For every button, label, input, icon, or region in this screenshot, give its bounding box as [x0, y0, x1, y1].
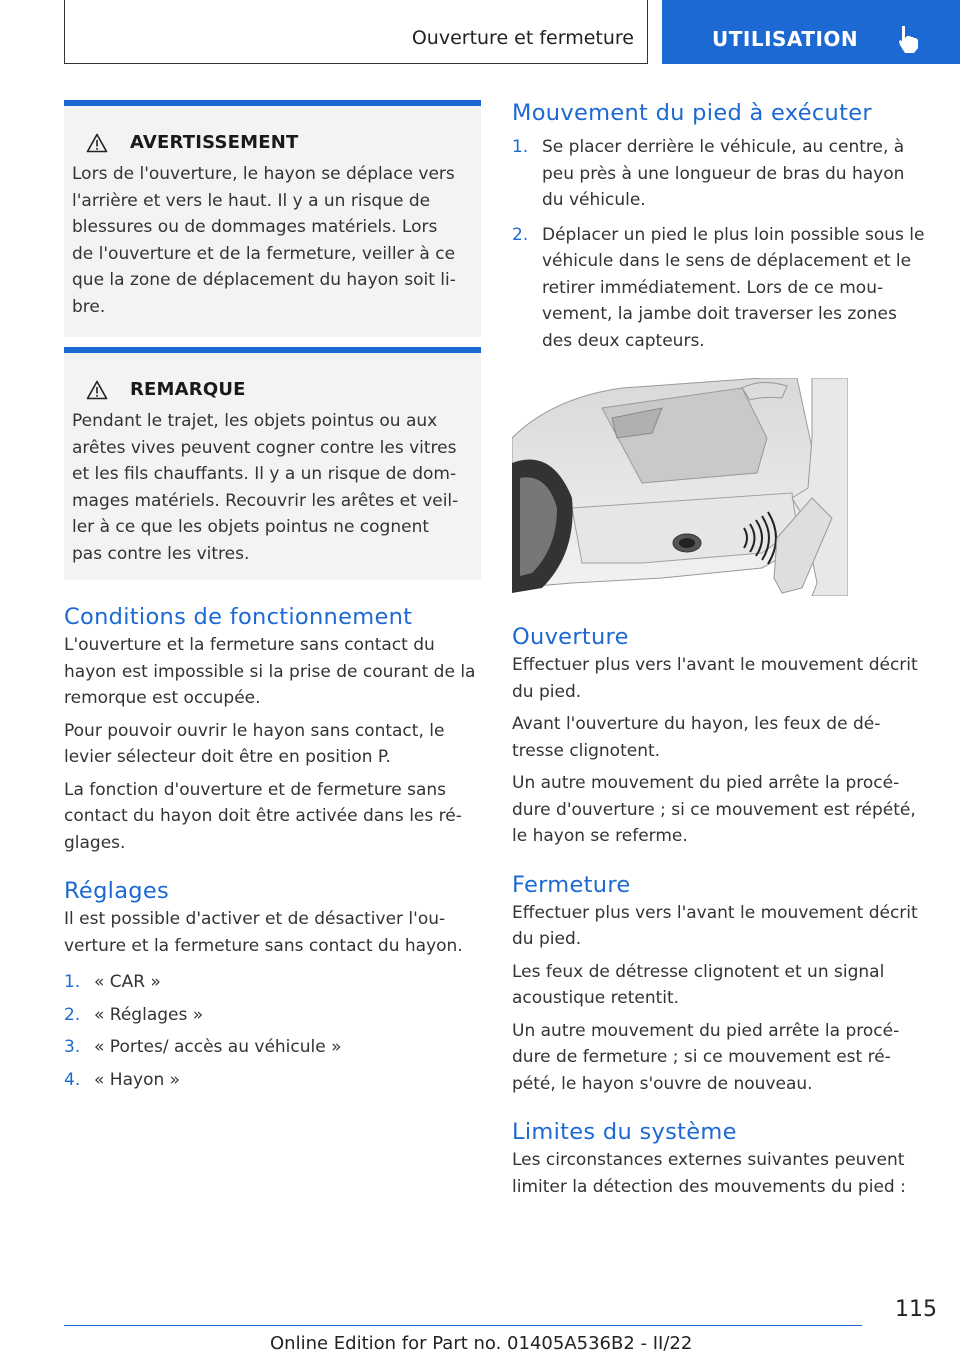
footer-divider: [64, 1325, 862, 1326]
hand-pointer-icon: [896, 24, 922, 54]
tailgate-foot-gesture-illustration: [512, 378, 848, 596]
movement-heading: Mouvement du pied à exécuter: [512, 100, 872, 126]
opening-paragraph-1: Effectuer plus vers l'avant le mouvement décrit du pied.: [512, 655, 918, 702]
closing-paragraph-3: Un autre mouvement du pied arrête la procé-dure de fermeture ; si ce mouvement est ré-pété, le hayon s'ouvre de nouveau.: [512, 1020, 900, 1094]
conditions-paragraph-3: La fonction d'ouverture et de fermeture sans contact du hayon doit être activée dans les ré-glages.: [64, 779, 462, 853]
conditions-heading: Conditions de fonctionnement: [64, 604, 413, 630]
opening-heading: Ouverture: [512, 624, 629, 650]
right-column: [512, 100, 930, 1200]
remark-box: [64, 347, 481, 580]
list-item: 1. Se placer derrière le véhicule, au centre, à peu près à une longueur de bras du hayon du véhicule.: [512, 137, 905, 210]
warning-title: AVERTISSEMENT: [130, 132, 299, 153]
footer-edition: Online Edition for Part no. 01405A536B2 - II/22: [270, 1333, 693, 1354]
settings-heading: Réglages: [64, 878, 170, 904]
limits-heading: Limites du système: [512, 1119, 737, 1145]
closing-paragraph-2: Les feux de détresse clignotent et un signal acoustique retentit.: [512, 961, 885, 1008]
list-item: 2. Déplacer un pied le plus loin possible sous le véhicule dans le sens de déplacement et le retirer immédiatement. Lors de ce mou-vement, la jambe doit traverser les zones des deux capteurs.: [512, 224, 925, 351]
warning-text: Lors de l'ouverture, le hayon se déplace vers l'arrière et vers le haut. Il y a un risque de blessures ou de dommages matériels. Lors de l'ouverture et de la fermeture, veiller à ce que la zone de déplacement du hayon soit li-bre.: [72, 164, 456, 317]
remark-title-row: [86, 379, 463, 400]
conditions-paragraph-1: L'ouverture et la fermeture sans contact du hayon est impossible si la prise de courant de la remorque est occupée.: [64, 635, 476, 708]
limits-paragraph: Les circonstances externes suivantes peuvent limiter la détection des mouvements du pied :: [512, 1150, 906, 1197]
remark-text: Pendant le trajet, les objets pointus ou aux arêtes vives peuvent cogner contre les vitres et les fils chauffants. Il y a un risque de dom-mages matériels. Recouvrir les arêtes et veil-ler à ce que les objets pointus ne cognent pas contre les vitres.: [72, 411, 459, 564]
car-rear-illustration: [512, 378, 848, 596]
closing-heading: Fermeture: [512, 871, 631, 898]
warning-triangle-icon: [86, 380, 108, 400]
warning-triangle-icon: [86, 133, 108, 153]
warning-title-row: [86, 132, 463, 153]
chapter-tab-label: UTILISATION: [712, 27, 859, 51]
page-number: 115: [895, 1297, 937, 1322]
remark-title: REMARQUE: [130, 379, 246, 400]
warning-box: [64, 100, 481, 337]
settings-paragraph: Il est possible d'activer et de désactiver l'ou-verture et la fermeture sans contact du hayon.: [64, 909, 463, 956]
chapter-tab: [662, 0, 960, 64]
list-item: 2. « Réglages »: [64, 1004, 204, 1025]
opening-paragraph-2: Avant l'ouverture du hayon, les feux de dé-tresse clignotent.: [512, 714, 881, 761]
conditions-paragraph-2: Pour pouvoir ouvrir le hayon sans contact, le levier sélecteur doit être en position P.: [64, 720, 445, 767]
list-item: 3. « Portes/ accès au véhicule »: [64, 1037, 342, 1057]
settings-steps: [64, 969, 481, 1093]
movement-steps: [512, 134, 930, 354]
list-item: 4. « Hayon »: [64, 1069, 181, 1090]
list-item: 1. « CAR »: [64, 972, 161, 992]
closing-paragraph-1: Effectuer plus vers l'avant le mouvement décrit du pied.: [512, 902, 918, 949]
left-column: [64, 100, 481, 1093]
section-title: Ouverture et fermeture: [411, 27, 634, 49]
opening-paragraph-3: Un autre mouvement du pied arrête la procé-dure d'ouverture ; si ce mouvement est répété, le hayon se referme.: [512, 773, 916, 846]
